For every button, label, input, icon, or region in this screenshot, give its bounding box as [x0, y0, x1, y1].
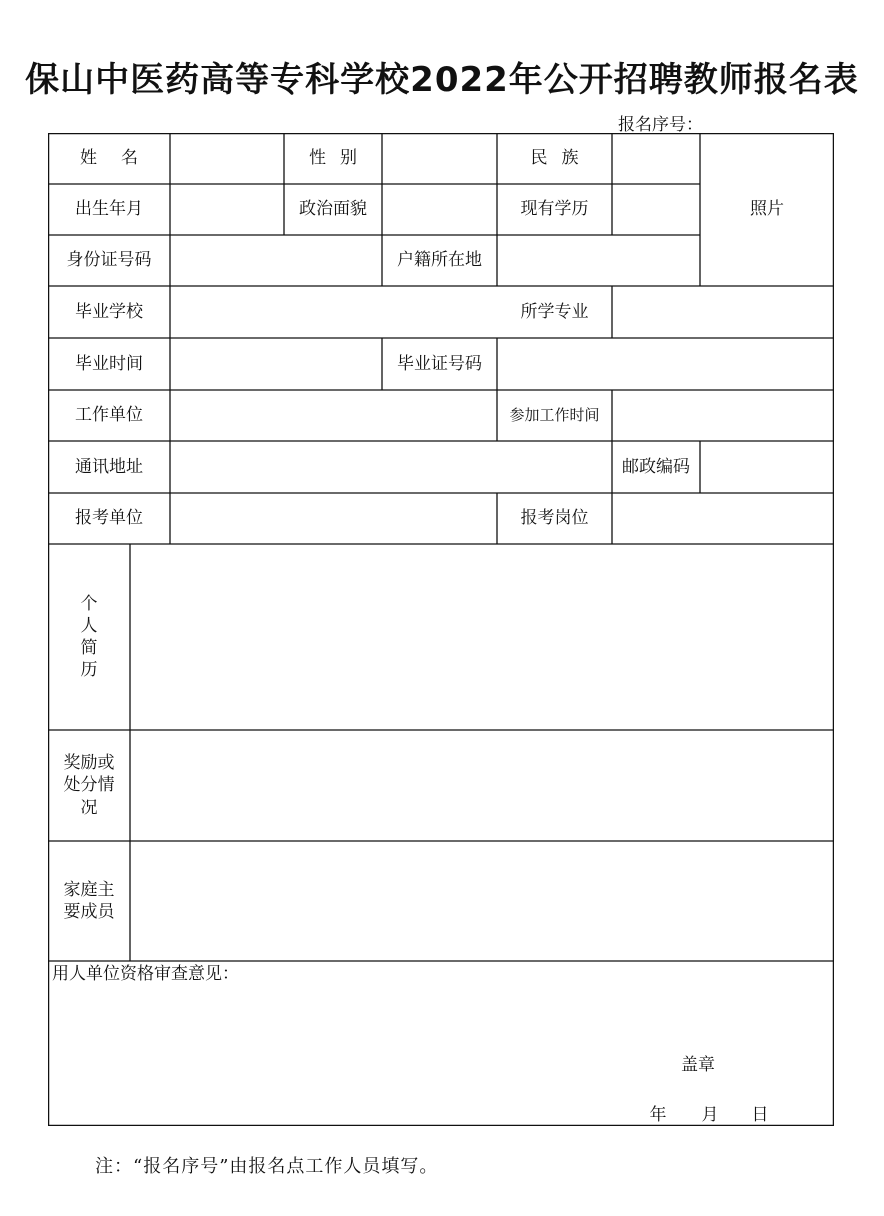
form-title: 保山中医药高等专科学校2022年公开招聘教师报名表 [25, 60, 859, 100]
awards-field[interactable] [130, 730, 834, 841]
employer-field[interactable] [170, 390, 497, 441]
serial-number-label: 报名序号： [618, 115, 703, 135]
family-label: 家庭主 要成员 [63, 879, 115, 922]
birth-label: 出生年月 [75, 199, 143, 220]
household-field[interactable] [497, 235, 700, 286]
gender-field[interactable] [382, 133, 497, 184]
political-label: 政治面貌 [299, 199, 367, 220]
date-month-label: 月 [701, 1104, 719, 1125]
apply-post-label: 报考岗位 [520, 508, 589, 529]
id-label: 身份证号码 [66, 250, 152, 271]
review-label: 用人单位资格审查意见： [52, 964, 239, 984]
birth-field[interactable] [170, 184, 284, 235]
ethnicity-label: 民族 [530, 148, 593, 169]
apply-post-field[interactable] [612, 493, 834, 544]
employer-label: 工作单位 [75, 405, 143, 426]
ethnicity-field[interactable] [612, 133, 700, 184]
political-field[interactable] [382, 184, 497, 235]
resume-label: 个 人 简 历 [80, 593, 98, 681]
review-area[interactable] [48, 961, 834, 1126]
diploma-no-label: 毕业证号码 [397, 353, 482, 374]
education-label: 现有学历 [520, 199, 589, 220]
resume-field[interactable] [130, 544, 834, 730]
awards-label: 奖励或 处分情 况 [63, 753, 115, 818]
id-field[interactable] [170, 235, 382, 286]
address-field[interactable] [170, 441, 612, 493]
education-field[interactable] [612, 184, 700, 235]
date-day-label: 日 [751, 1104, 769, 1125]
work-start-label: 参加工作时间 [509, 405, 600, 424]
household-label: 户籍所在地 [397, 250, 482, 271]
school-field[interactable] [170, 286, 497, 338]
date-year-label: 年 [649, 1104, 667, 1125]
seal-label: 盖章 [681, 1054, 715, 1075]
family-field[interactable] [130, 841, 834, 961]
grad-time-field[interactable] [170, 338, 382, 390]
apply-unit-field[interactable] [170, 493, 497, 544]
diploma-no-field[interactable] [497, 338, 834, 390]
name-label: 姓名 [80, 148, 162, 169]
postcode-label: 邮政编码 [622, 456, 690, 477]
postcode-field[interactable] [700, 441, 834, 493]
gender-label: 性别 [309, 148, 371, 169]
major-field[interactable] [612, 286, 834, 338]
name-field[interactable] [170, 133, 284, 184]
apply-unit-label: 报考单位 [75, 508, 143, 529]
major-label: 所学专业 [520, 301, 589, 322]
photo-box[interactable]: 照片 [750, 199, 784, 220]
address-label: 通讯地址 [75, 456, 143, 477]
footnote: 注：“报名序号”由报名点工作人员填写。 [95, 1156, 439, 1177]
work-start-field[interactable] [612, 390, 834, 441]
registration-form [48, 133, 834, 1126]
grad-time-label: 毕业时间 [75, 353, 143, 374]
school-label: 毕业学校 [75, 301, 143, 322]
